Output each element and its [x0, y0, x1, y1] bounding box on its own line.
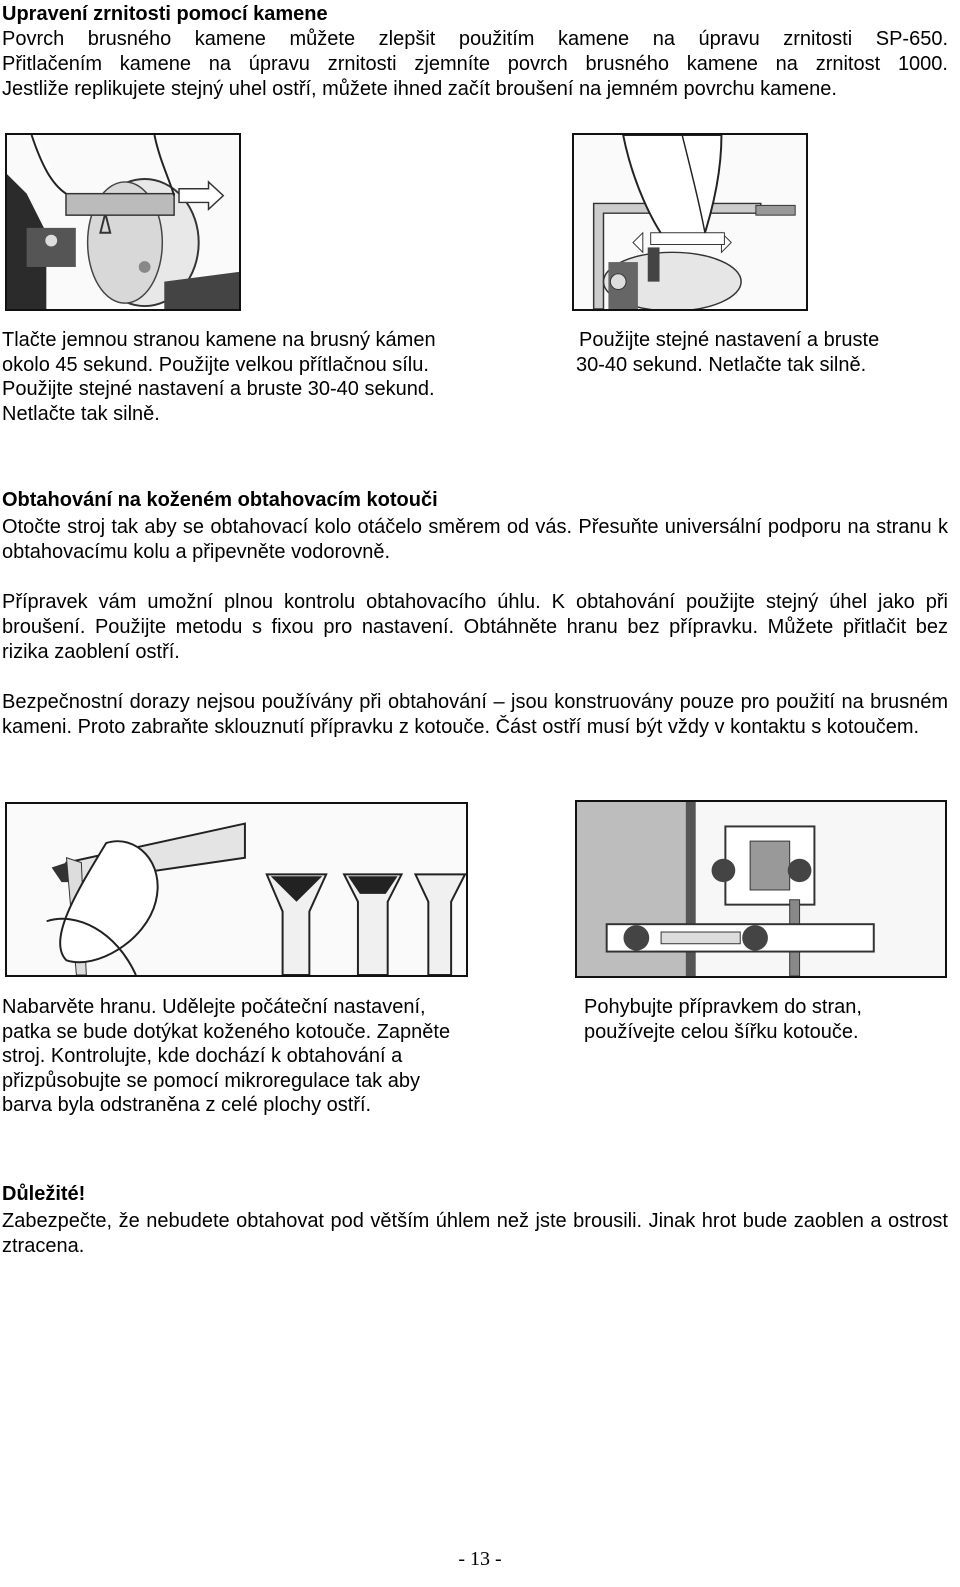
paragraph: Otočte stroj tak aby se obtahovací kolo otáčelo směrem od vás. Přesuňte universální podporu na stranu k obtahovacímu kolu a připevněte vodorovně.	[2, 516, 948, 563]
caption-move-jig	[584, 995, 862, 1044]
caption-line: 30-40 sekund. Netlačte tak silně.	[576, 353, 867, 376]
section-honing	[2, 488, 948, 740]
caption-line: patka se bude dotýkat koženého kotouče. Zapněte	[2, 1020, 451, 1043]
caption-line: okolo 45 sekund. Použijte velkou přítlačnou sílu.	[2, 353, 429, 376]
text-line: Povrch brusného kamene můžete zlepšit použitím kamene na úpravu zrnitosti SP-650.	[2, 28, 948, 50]
marking-edge-and-bevels-illustration	[5, 802, 468, 977]
caption-line: Tlačte jemnou stranou kamene na brusný kámen	[2, 329, 436, 351]
caption-line: přizpůsobujte se pomocí mikroregulace tak aby	[2, 1069, 420, 1092]
section-heading: Upravení zrnitosti pomocí kamene	[2, 3, 328, 25]
page-number: - 13 -	[458, 1548, 502, 1570]
paragraph: Bezpečnostní dorazy nejsou používány při obtahování – jsou konstruovány pouze pro použití na brusném kameni. Proto zabraňte sklouznutí přípravku z kotouče. Část ostří musí být vždy v kontaktu s kotoučem.	[2, 691, 948, 738]
caption-line: Pohybujte přípravkem do stran,	[584, 996, 862, 1018]
caption-line: používejte celou šířku kotouče.	[584, 1020, 859, 1043]
caption-grading-jig	[576, 328, 879, 377]
paragraph: Přípravek vám umožní plnou kontrolu obtahovacího úhlu. K obtahování použijte stejný úhel jako při broušení. Použijte metodu s fixou pro nastavení. Obtáhněte hranu bez přípravku. Můžete přitlačit bez rizika zaoblení ostří.	[2, 591, 948, 663]
section-heading: Obtahování na koženém obtahovacím kotouči	[2, 489, 438, 511]
grading-stone-on-wheel-illustration	[5, 133, 241, 311]
text-line: Přitlačením kamene na úpravu zrnitosti zjemníte povrch brusného kamene na zrnitost 1000.	[2, 53, 948, 75]
caption-line: Použijte stejné nastavení a bruste	[579, 329, 880, 351]
caption-marking-edge	[2, 995, 450, 1118]
text-line: Jestliže replikujete stejný uhel ostří, můžete ihned začít broušení na jemném povrchu kamene.	[2, 78, 837, 100]
caption-line: barva byla odstraněna z celé plochy ostří.	[2, 1094, 372, 1116]
section-important	[2, 1182, 948, 1259]
caption-line: Použijte stejné nastavení a bruste 30-40 sekund.	[2, 378, 435, 400]
paragraph: Zabezpečte, že nebudete obtahovat pod větším úhlem než jste brousili. Jinak hrot bude zaoblen a ostrost ztracena.	[2, 1210, 948, 1257]
caption-grading-stone	[2, 328, 436, 426]
caption-line: Nabarvěte hranu. Udělejte počáteční nastavení,	[2, 996, 426, 1018]
caption-line: Netlačte tak silně.	[2, 402, 160, 425]
section-heading: Důležité!	[2, 1183, 86, 1205]
caption-line: stroj. Kontrolujte, kde dochází k obtahování a	[2, 1045, 403, 1067]
section-grading	[2, 2, 948, 102]
grading-stone-with-jig-illustration	[572, 133, 808, 311]
honing-wheel-jig-illustration	[575, 800, 947, 978]
